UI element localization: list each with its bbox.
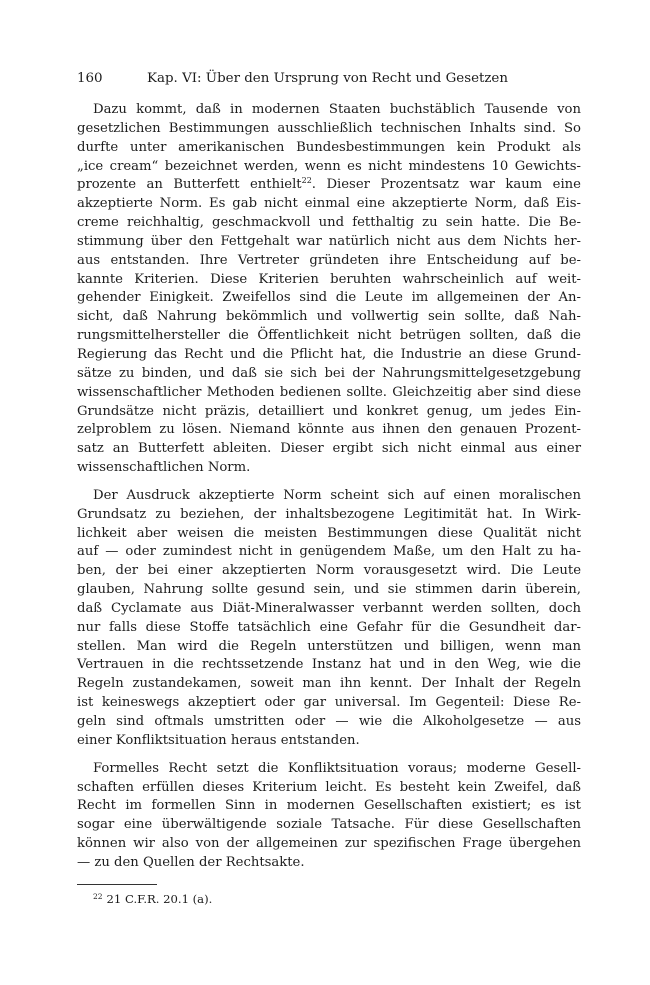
paragraph: [77, 101, 581, 478]
text-line: kannte Kriterien. Diese Kriterien beruhten wahrscheinlich auf weit-: [77, 271, 581, 287]
text-line: wissenschaftlicher Methoden bedienen sollte. Gleichzeitig aber sind diese: [77, 384, 581, 400]
text-line: „ice cream“ bezeichnet werden, wenn es nicht mindestens 10 Gewichts-: [77, 158, 581, 174]
text-line: schaften erfüllen dieses Kriterium leicht. Es besteht kein Zweifel, daß: [77, 779, 581, 795]
text-line: geln sind oftmals umstritten oder — wie die Alkoholgesetze — aus: [77, 714, 581, 729]
text-line: ist keineswegs akzeptiert oder gar universal. Im Gegenteil: Diese Re-: [77, 695, 581, 711]
text-line: sogar eine überwältigende soziale Tatsache. Für diese Gesellschaften: [77, 817, 581, 833]
text-line: stellen. Man wird die Regeln unterstützen und billigen, wenn man: [77, 638, 581, 654]
footnote-reference[interactable]: 22: [301, 176, 312, 186]
text-line: Grundsätze nicht präzis, detailliert und konkret genug, um jedes Ein-: [77, 403, 581, 419]
text-line: zelproblem zu lösen. Niemand könnte aus ihnen den genauen Prozent-: [77, 422, 581, 438]
text-line: Der Ausdruck akzeptierte Norm scheint sich auf einen moralischen: [93, 487, 581, 503]
text-line: daß Cyclamate aus Diät-Mineralwasser verbannt werden sollten, doch: [77, 600, 581, 616]
text-line-segment: prozente an Butterfett enthielt: [77, 177, 302, 193]
text-line: nur falls diese Stoffe tatsächlich eine Gefahr für die Gesundheit dar-: [77, 619, 581, 635]
chapter-title: Kap. VI: Über den Ursprung von Recht und Gesetzen: [147, 71, 508, 86]
text-line: sicht, daß Nahrung bekömmlich und vollwertig sein sollte, daß Nah-: [77, 309, 581, 325]
footnote: [93, 891, 212, 907]
text-line: Regeln zustandekamen, soweit man ihn kennt. Der Inhalt der Regeln: [77, 676, 581, 692]
text-line: Dazu kommt, daß in modernen Staaten buchstäblich Tausende von: [93, 102, 581, 117]
text-line: sätze zu binden, und daß sie sich bei der Nahrungsmittelgesetzgebung: [77, 365, 581, 381]
body-text: [77, 101, 581, 873]
text-line: satz an Butterfett ableiten. Dieser ergibt sich nicht einmal aus einer: [77, 441, 581, 457]
text-line: glauben, Nahrung sollte gesund sein, und sie stimmen darin überein,: [77, 582, 581, 598]
text-line: Regierung das Recht und die Pflicht hat, die Industrie an diese Grund-: [77, 346, 581, 362]
text-line: einer Konfliktsituation heraus entstanden.: [77, 732, 360, 748]
footnote-text: 21 C.F.R. 20.1 (a).: [106, 892, 213, 906]
text-line: aus entstanden. Ihre Vertreter gründeten ihre Entscheidung auf be-: [77, 252, 581, 268]
text-line: [77, 176, 581, 195]
text-line: lichkeit aber weisen die meisten Bestimmungen diese Qualität nicht: [77, 525, 581, 541]
footnote-marker: 22: [93, 892, 103, 901]
text-line: ben, der bei einer akzeptierten Norm vorausgesetzt wird. Die Leute: [77, 563, 581, 579]
text-line: creme reichhaltig, geschmackvoll und fetthaltig zu sein hatte. Die Be-: [77, 215, 581, 231]
footnote-separator: [77, 884, 157, 885]
text-line: können wir also von der allgemeinen zur spezifischen Frage übergehen: [77, 836, 581, 852]
paragraph: [77, 487, 581, 751]
paragraph: [77, 760, 581, 873]
text-line-segment: . Dieser Prozentsatz war kaum eine: [311, 177, 581, 193]
page-number: 160: [77, 71, 103, 86]
text-line: durfte unter amerikanischen Bundesbestimmungen kein Produkt als: [77, 139, 581, 155]
text-line: Recht im formellen Sinn in modernen Gesellschaften existiert; es ist: [77, 798, 581, 814]
text-line: akzeptierte Norm. Es gab nicht einmal eine akzeptierte Norm, daß Eis-: [77, 196, 581, 212]
text-line: Vertrauen in die rechtssetzende Instanz hat und in den Weg, wie die: [77, 657, 581, 673]
text-line: wissenschaftlichen Norm.: [77, 460, 251, 476]
text-line: — zu den Quellen der Rechtsakte.: [77, 854, 305, 870]
text-line: rungsmittelhersteller die Öffentlichkeit nicht betrügen sollten, daß die: [77, 328, 581, 344]
text-line: Formelles Recht setzt die Konfliktsituation voraus; moderne Gesell-: [93, 760, 581, 776]
text-line: gesetzlichen Bestimmungen ausschließlich technischen Inhalts sind. So: [77, 120, 581, 136]
text-line: Grundsatz zu beziehen, der inhaltsbezogene Legitimität hat. In Wirk-: [77, 506, 581, 522]
text-line: auf — oder zumindest nicht in genügendem Maße, um den Halt zu ha-: [77, 544, 581, 560]
text-line: gehender Einigkeit. Zweifellos sind die Leute im allgemeinen der An-: [77, 290, 581, 306]
text-line: stimmung über den Fettgehalt war natürlich nicht aus dem Nichts her-: [77, 233, 581, 249]
